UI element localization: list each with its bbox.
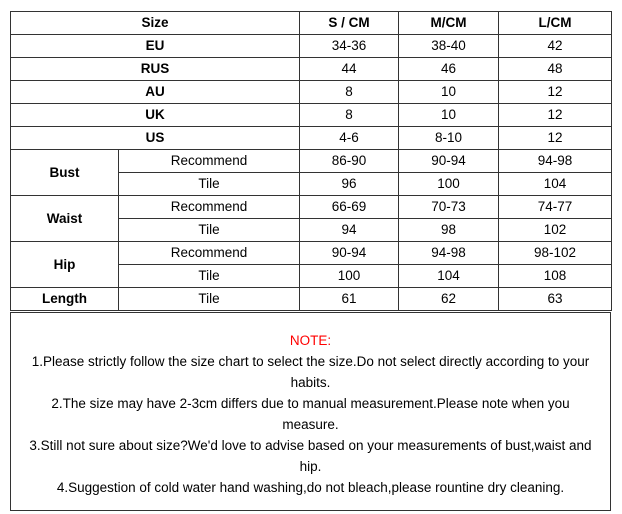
row-label-eu: EU <box>11 35 300 58</box>
table-cell: 42 <box>499 35 612 58</box>
group-label-waist: Waist <box>11 196 119 242</box>
size-header-cell: Size <box>11 12 300 35</box>
table-cell: 4-6 <box>300 127 399 150</box>
table-cell: 98-102 <box>499 242 612 265</box>
table-cell: 86-90 <box>300 150 399 173</box>
table-cell: 90-94 <box>300 242 399 265</box>
note-title: NOTE: <box>289 333 332 348</box>
table-cell: 98 <box>399 219 499 242</box>
table-row <box>11 242 612 265</box>
table-cell: 66-69 <box>300 196 399 219</box>
table-row <box>11 58 612 81</box>
table-cell: 61 <box>300 288 399 311</box>
table-cell: 108 <box>499 265 612 288</box>
table-header-row <box>11 12 612 35</box>
column-header-l: L/CM <box>499 12 612 35</box>
table-cell: 12 <box>499 81 612 104</box>
table-cell: 10 <box>399 81 499 104</box>
table-cell: 70-73 <box>399 196 499 219</box>
column-header-m: M/CM <box>399 12 499 35</box>
note-line: 2.The size may have 2-3cm differs due to manual measurement.Please note when you <box>51 396 570 411</box>
group-label-bust: Bust <box>11 150 119 196</box>
note-line: 1.Please strictly follow the size chart to select the size.Do not select directly according to your <box>31 354 590 369</box>
table-cell: 100 <box>300 265 399 288</box>
table-cell: 12 <box>499 127 612 150</box>
table-cell: 12 <box>499 104 612 127</box>
notes-content <box>19 330 602 498</box>
row-label-us: US <box>11 127 300 150</box>
note-line: habits. <box>290 375 331 390</box>
row-label-rus: RUS <box>11 58 300 81</box>
table-row <box>11 150 612 173</box>
notes-box <box>10 312 611 511</box>
table-cell: 38-40 <box>399 35 499 58</box>
sub-label-tile: Tile <box>119 173 300 196</box>
row-label-uk: UK <box>11 104 300 127</box>
table-cell: 74-77 <box>499 196 612 219</box>
table-cell: 96 <box>300 173 399 196</box>
size-chart <box>10 11 611 510</box>
column-header-s: S / CM <box>300 12 399 35</box>
table-row <box>11 127 612 150</box>
table-cell: 102 <box>499 219 612 242</box>
table-cell: 100 <box>399 173 499 196</box>
note-line: measure. <box>282 417 339 432</box>
table-cell: 46 <box>399 58 499 81</box>
table-row <box>11 288 612 311</box>
table-cell: 94-98 <box>499 150 612 173</box>
table-row <box>11 104 612 127</box>
row-label-length: Length <box>11 288 119 311</box>
table-cell: 94 <box>300 219 399 242</box>
row-label-au: AU <box>11 81 300 104</box>
table-cell: 63 <box>499 288 612 311</box>
sub-label-tile: Tile <box>119 265 300 288</box>
table-cell: 62 <box>399 288 499 311</box>
table-row <box>11 81 612 104</box>
note-line: 3.Still not sure about size?We'd love to advise based on your measurements of bust,waist and <box>29 438 592 453</box>
table-row <box>11 196 612 219</box>
sub-label-recommend: Recommend <box>119 196 300 219</box>
table-cell: 8 <box>300 104 399 127</box>
table-row <box>11 35 612 58</box>
sub-label-tile: Tile <box>119 219 300 242</box>
table-cell: 34-36 <box>300 35 399 58</box>
table-cell: 8 <box>300 81 399 104</box>
table-cell: 44 <box>300 58 399 81</box>
sub-label-tile: Tile <box>119 288 300 311</box>
table-cell: 8-10 <box>399 127 499 150</box>
note-line: hip. <box>299 459 322 474</box>
group-label-hip: Hip <box>11 242 119 288</box>
sub-label-recommend: Recommend <box>119 242 300 265</box>
sub-label-recommend: Recommend <box>119 150 300 173</box>
size-table <box>10 11 612 311</box>
table-cell: 94-98 <box>399 242 499 265</box>
table-cell: 104 <box>499 173 612 196</box>
table-cell: 104 <box>399 265 499 288</box>
note-line: 4.Suggestion of cold water hand washing,do not bleach,please rountine dry cleaning. <box>56 480 565 495</box>
table-cell: 48 <box>499 58 612 81</box>
table-cell: 90-94 <box>399 150 499 173</box>
table-cell: 10 <box>399 104 499 127</box>
